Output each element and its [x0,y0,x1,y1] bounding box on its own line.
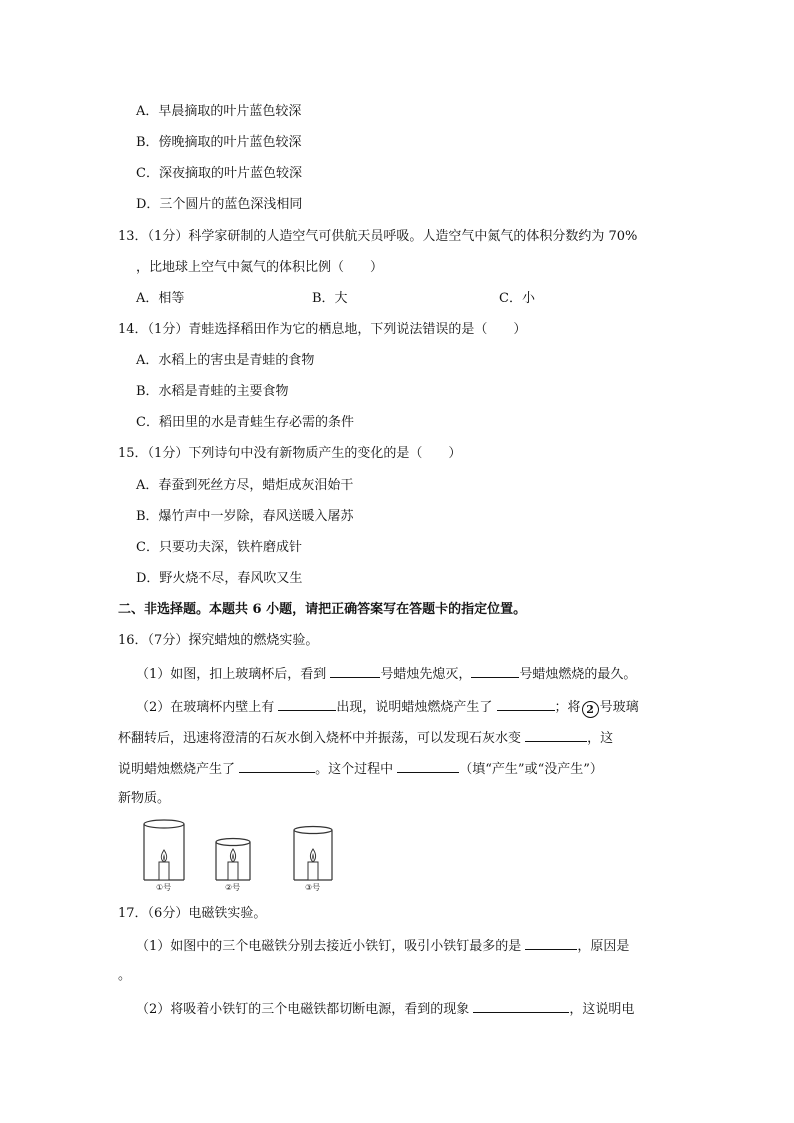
q16-part2-line4: 新物质。 [118,791,171,806]
q12-option-c: C．深夜摘取的叶片蓝色较深 [136,166,302,181]
q14-option-a: A．水稻上的害虫是青蛙的食物 [136,353,315,368]
figure-label: ③号 [305,883,321,892]
answer-blank[interactable] [525,935,577,950]
q17-part1-line2: 。 [118,968,132,983]
answer-blank[interactable] [497,696,555,711]
figure-label: ②号 [225,883,241,892]
q16-part2-line3-text-c: （填“产生”或“没产生”） [459,762,603,777]
q12-option-d: D．三个圆片的蓝色深浅相同 [136,197,303,212]
q17-part1 [136,935,629,957]
q17-stem: 17．（6分）电磁铁实验。 [118,906,267,921]
answer-blank[interactable] [278,696,336,711]
q16-part2-line3-text-a: 说明蜡烛燃烧产生了 [118,762,240,777]
q13-stem-line2: ，比地球上空气中氮气的体积比例（ ） [136,260,384,275]
q14-stem: 14．（1分）青蛙选择稻田作为它的栖息地，下列说法错误的是（ ） [118,322,527,337]
q14-option-c: C．稻田里的水是青蛙生存必需的条件 [136,415,354,430]
answer-blank[interactable] [330,663,380,678]
candle-cup-2 [216,839,250,893]
q16-part2-text-c: ；将 [554,700,581,715]
q15-option-d: D．野火烧不尽，春风吹又生 [136,571,303,586]
section2-heading: 二、非选择题。本题共 6 小题，请把正确答案写在答题卡的指定位置。 [118,602,527,617]
answer-blank[interactable] [525,727,587,742]
answer-blank[interactable] [397,758,459,773]
q15-stem: 15．（1分）下列诗句中没有新物质产生的变化的是（ ） [118,446,462,461]
q16-part1 [136,663,636,685]
q15-option-b: B．爆竹声中一岁除，春风送暖入屠苏 [136,509,354,524]
q17-part1-text-b: ，原因是 [577,939,630,954]
candle-cup-3 [294,827,332,893]
q16-part2-line2-text-b: ，这 [587,731,614,746]
q16-part2 [136,696,639,718]
q13-option-c: C．小 [499,291,535,306]
q16-part2-text-a: （2）在玻璃杯内壁上有 [136,700,279,715]
q16-part2-line3-text-b: 。这个过程中 [315,762,398,777]
q16-part1-text-c: 号蜡烛燃烧的最久。 [519,667,637,682]
q15-option-c: C．只要功夫深，铁杵磨成针 [136,540,302,555]
q13-option-a: A．相等 [136,291,185,306]
q15-option-a: A．春蚕到死丝方尽，蜡炬成灰泪始干 [136,478,354,493]
q14-option-b: B．水稻是青蛙的主要食物 [136,384,289,399]
figure-label: ①号 [156,883,172,892]
q17-part2-text-b: ，这说明电 [569,1002,635,1017]
q13-stem-line1: 13．（1分）科学家研制的人造空气可供航天员呼吸。人造空气中氮气的体积分数约为 70% [118,229,638,244]
q12-option-b: B．傍晚摘取的叶片蓝色较深 [136,135,302,150]
q17-part2-text-a: （2）将吸着小铁钉的三个电磁铁都切断电源，看到的现象 [136,1002,474,1017]
q16-stem: 16．（7分）探究蜡烛的燃烧实验。 [118,633,319,648]
answer-blank[interactable] [239,758,315,773]
q16-part2-line3 [118,758,603,780]
q13-option-b: B．大 [312,291,348,306]
q17-part1-text-a: （1）如图中的三个电磁铁分别去接近小铁钉，吸引小铁钉最多的是 [136,939,526,954]
q16-part2-text-b: 出现，说明蜡烛燃烧产生了 [336,700,497,715]
q16-part2-line2 [118,727,613,749]
q12-option-a: A．早晨摘取的叶片蓝色较深 [136,104,302,119]
circled-number-2: 2 [582,701,599,718]
q16-part2-text-d: 号玻璃 [599,700,639,715]
answer-blank[interactable] [471,663,519,678]
candle-cup-1 [144,820,184,892]
q17-part2 [136,998,634,1020]
q16-part2-line2-text-a: 杯翻转后，迅速将澄清的石灰水倒入烧杯中并振荡，可以发现石灰水变 [118,731,526,746]
candle-experiment-figure [136,818,346,892]
q16-part1-text-b: 号蜡烛先熄灭， [380,667,472,682]
q16-part1-text-a: （1）如图，扣上玻璃杯后，看到 [136,667,331,682]
answer-blank[interactable] [473,998,569,1013]
